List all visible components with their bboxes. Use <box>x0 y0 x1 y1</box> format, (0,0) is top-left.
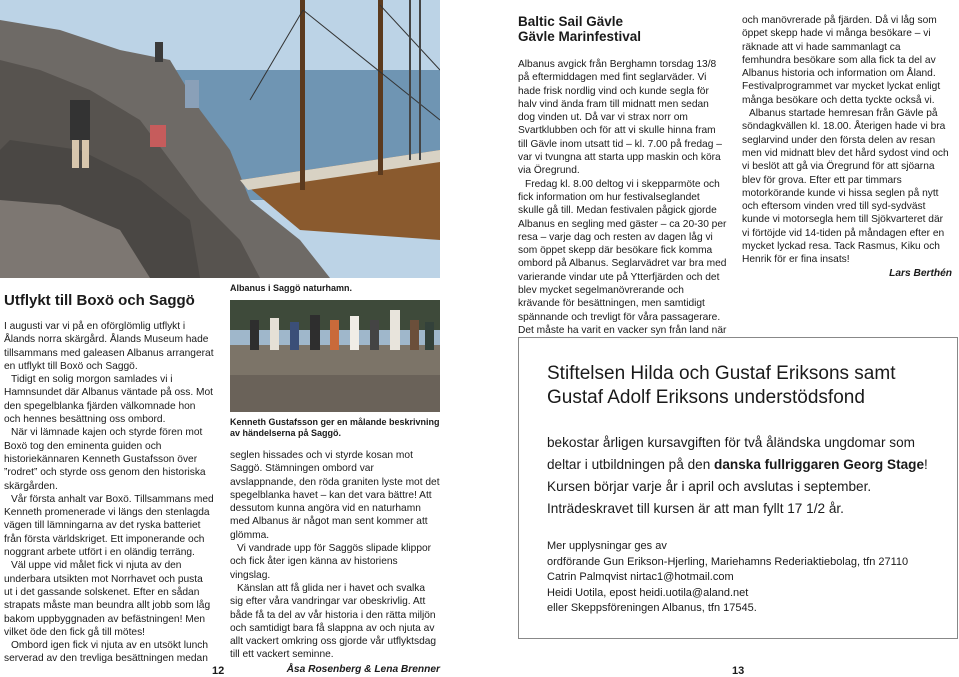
ad-line-2-post: ! <box>924 457 928 472</box>
right-title-line2: Gävle Marinfestival <box>518 29 642 44</box>
left-col1-paragraph: Ombord igen fick vi njuta av en utsökt lunch serverad av den trevliga besättningen medan <box>4 640 209 665</box>
ad-line-2 <box>547 454 952 476</box>
left-article-signature: Åsa Rosenberg & Lena Brenner <box>286 663 440 675</box>
left-col1-paragraph: När vi lämnade kajen och styrde fören mot Boxö tog den eminenta guiden och historiekännaren Kenneth Gustafsson över ”rodret” och styrde oss genom den historiska skärgården. <box>4 427 206 492</box>
right-title-line1: Baltic Sail Gävle <box>518 14 624 29</box>
page-number-right: 13 <box>732 665 745 677</box>
photo2-caption: Kenneth Gustafsson ger en målande beskrivning av händelserna på Saggö. <box>230 417 440 438</box>
ad-info-line: Mer upplysningar ges av <box>547 540 667 552</box>
foundation-ad-box <box>518 337 958 639</box>
left-col1-paragraph: Vår första anhalt var Boxö. Tillsammans med Kenneth promenerade vi längs den stenlagda vägen till lämningarna av det ryska batteriet från första världskriget. Ett imponerande och noggrant arbete utfört i en oländig terräng. <box>4 493 214 559</box>
right-col1-paragraph: Albanus avgick från Berghamn torsdag 13/8 på eftermiddagen med fint seglarväder. Vi hade frisk nordlig vind och kunde segla för halv vind ända fram till midnatt men sedan dog vinden ut. Då var vi strax norr om Svartklubben och för att vi skulle hinna fram till Gävle inom utsatt tid – kl. 7.00 på fredag – var vi tvungna att starta upp maskin och köra via Öregrund. <box>518 59 722 177</box>
photo-saggo-harbour <box>0 0 440 278</box>
left-col1-paragraph: Tidigt en solig morgon samlades vi i Hamnsundet där Albanus väntade på oss. Mot den spegelblanka fjärden välkomnade hon och hennes besättning oss ombord. <box>4 374 213 426</box>
left-col2-paragraph: Känslan att få glida ner i havet och svalka sig efter våra vandringar var obeskrivlig. Att både få ta del av vår historia i den rätta miljön och samtidigt bara få slappna av och njuta av allt vackert omkring oss gjorde vår utflyktsdag till ett vackert seminne. <box>230 582 437 661</box>
ad-contact-info <box>547 539 952 617</box>
right-col2-paragraph: och manövrerade på fjärden. Då vi låg som öppet skepp hade vi många besökare – vi räknade att vi hade sammanlagt ca femhundra besökare som alla fick ta del av Albanus historia och information om Åland. Festivalprogrammet var mycket lyckat enligt många besökare och detta tyckte också vi. <box>742 15 941 106</box>
ad-title-line1: Stiftelsen Hilda och Gustaf Eriksons samt <box>547 363 896 384</box>
ad-info-line: Heidi Uotila, epost heidi.uotila@aland.net <box>547 586 749 599</box>
ad-info-line: eller Skeppsföreningen Albanus, tfn 17545. <box>547 602 757 614</box>
ad-body <box>547 432 952 520</box>
left-article-title: Utflykt till Boxö och Saggö <box>4 292 195 309</box>
right-article-col1 <box>518 58 728 351</box>
left-col2-paragraph: seglen hissades och vi styrde kosan mot Saggö. Stämningen ombord var avslappnande, den röda graniten lyste mot det spegelblanka havet – kan det vara bättre! Att dessutom kunna angöra vid en naturhamn med Albanus är något man sent kommer att glömma. <box>230 450 440 541</box>
ad-line-1: bekostar årligen kursavgiften för två åländska ungdomar som <box>547 435 915 450</box>
photo-saggo-harbour-image <box>0 0 440 278</box>
ad-line-4: Inträdeskravet till kursen är att man fyllt 17 1/2 år. <box>547 501 844 516</box>
ad-info-line: ordförande Gun Erikson-Hjerling, Mariehamns Rederiaktiebolag, tfn 27110 <box>547 555 909 568</box>
ad-title-line2: Gustaf Adolf Eriksons understödsfond <box>547 387 865 408</box>
left-article-col2 <box>230 449 440 676</box>
right-col1-paragraph: Fredag kl. 8.00 deltog vi i skepparmöte och fick information om hur festivalseglandet skulle gå till. Medan festivalen pågick gjorde Albanus en segling med gäster – ca 20-30 per resa – varje dag och resten av dagen låg vi som öppet skepp där besökare fick komma ombord på Albanus. Seglarvädret var bra med varierande vindar ute på Ytterfjärden och det blev mycket segelmanövrerande och krävande för besättningen, men samtidigt spännande och trevligt för våra passagerare. Det måste ha varit en vacker syn från land när <box>518 178 727 336</box>
ad-info-line: Catrin Palmqvist nirtac1@hotmail.com <box>547 571 734 583</box>
page-number-left: 12 <box>212 665 225 677</box>
photo-group-on-rocks-image <box>230 300 440 412</box>
left-article-col1 <box>4 320 214 666</box>
left-col1-paragraph: Väl uppe vid målet fick vi njuta av den underbara utsikten mot Norrhavet och pusta ut i det gassande solskenet. Efter en sådan strapats måste man beundra allt jobb som låg bakom uppbyggnaden av befästningen! Men vilket öde den fick gå till mötes! <box>4 560 211 638</box>
photo1-caption: Albanus i Saggö naturhamn. <box>230 283 353 293</box>
right-article-col2 <box>742 14 952 280</box>
right-col2-paragraph: Albanus startade hemresan från Gävle på söndagkvällen kl. 18.00. Återigen hade vi bra seglarvind under den första delen av resan men vid midnatt blev det hård sydost vind och vi beslöt att gå via Öregrund för att sjöarna blev för grova. Efter ett par timmars motorkörande kunde vi hissa seglen på nytt och eftersom vinden vred till syd-sydväst kunde vi motorsegla hem till Sjökvarteret där vi förtöjde vid 14-tiden på måndagen efter en mycket lyckad resa. Tack Rasmus, Kiku och Henrik för er fina insats! <box>742 108 949 266</box>
ad-line-2-pre: deltar i utbildningen på den <box>547 457 715 472</box>
right-article-signature: Lars Berthén <box>889 267 952 279</box>
left-col1-paragraph: I augusti var vi på en oförglömlig utflykt i Ålands norra skärgård. Ålands Museum hade tillsammans med galeasen Albanus arrangerat en utflykt till Boxö och Saggö. <box>4 321 214 372</box>
right-article-title <box>518 14 738 44</box>
ad-line-2-ship: danska fullriggaren Georg Stage <box>714 457 925 472</box>
left-col2-paragraph: Vi vandrade upp för Saggös slipade klippor och fick åter igen känna av historiens vingslag. <box>230 543 432 581</box>
ad-title <box>547 362 947 410</box>
photo-group-on-rocks <box>230 300 440 412</box>
ad-line-3: Kursen börjar varje år i april och avslutas i september. <box>547 479 872 494</box>
